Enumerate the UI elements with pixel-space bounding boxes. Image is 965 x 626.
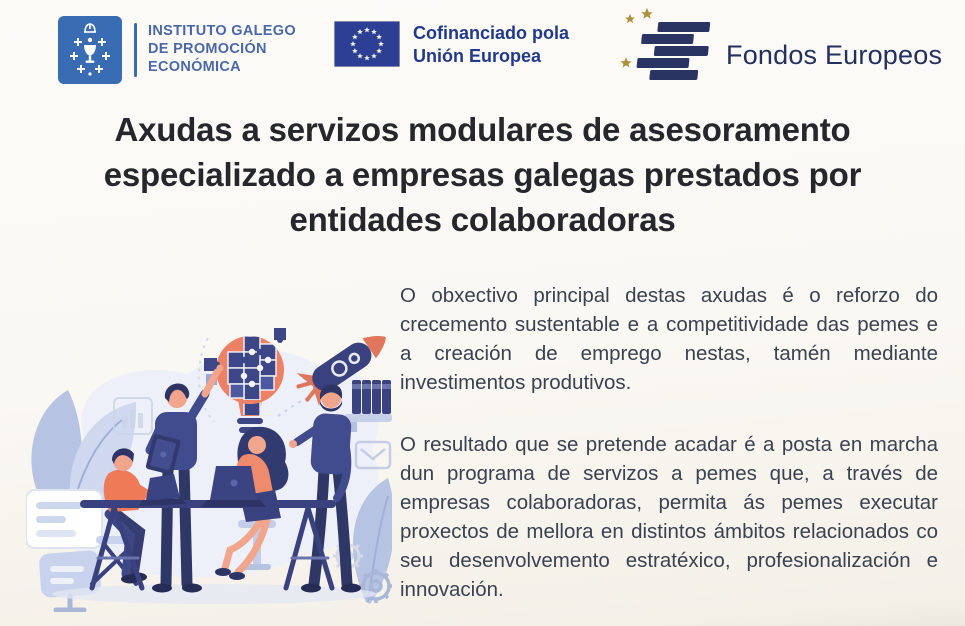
- result-paragraph: O resultado que se pretende acadar é a posta en marcha dun programa de servizos a pemes que, a través de empresas colaboradoras, permita ás pemes executar proxectos de mellora en distintos ámbitos relacionados co seu desenvolvemento estratéxico, profesionalización e innovación.: [400, 433, 938, 601]
- eu-cofunded-wordmark: [413, 22, 569, 69]
- body-text-column: [400, 281, 938, 604]
- igape-line-2: DE PROMOCIÓN: [148, 41, 267, 58]
- igape-emblem-icon: [58, 16, 122, 84]
- eu-line-1: Cofinanciado pola: [413, 23, 570, 43]
- igape-line-1: INSTITUTO GALEGO: [148, 23, 296, 40]
- igape-wordmark: [148, 23, 296, 77]
- igape-line-3: ECONÓMICA: [148, 58, 241, 75]
- title-line-3: entidades colaboradoras: [289, 201, 676, 238]
- title-line-2: especializado a empresas galegas prestados por: [103, 156, 862, 193]
- eu-cofunded-logo: [334, 21, 569, 69]
- eu-line-2: Unión Europea: [413, 46, 542, 67]
- page-title: [0, 107, 965, 242]
- whiteboard-icon: [26, 490, 102, 548]
- ground-shadow: [52, 584, 376, 604]
- fondos-europeos-wordmark: Fondos Europeos: [726, 39, 943, 70]
- title-line-1: Axudas a servizos modulares de asesoramento: [114, 111, 851, 148]
- igape-logo: [58, 16, 296, 84]
- intro-paragraph: O obxectivo principal destas axudas é o reforzo do crecemento sustentable e a competitividade das pemes e a creación de emprego nestas, tamén mediante investimentos produtivos.: [400, 284, 938, 394]
- fondos-europeos-icon: [614, 6, 716, 88]
- eu-flag-icon: [334, 21, 400, 67]
- igape-separator: [134, 23, 137, 77]
- team-illustration: [26, 320, 392, 612]
- fondos-europeos-logo: [614, 6, 942, 88]
